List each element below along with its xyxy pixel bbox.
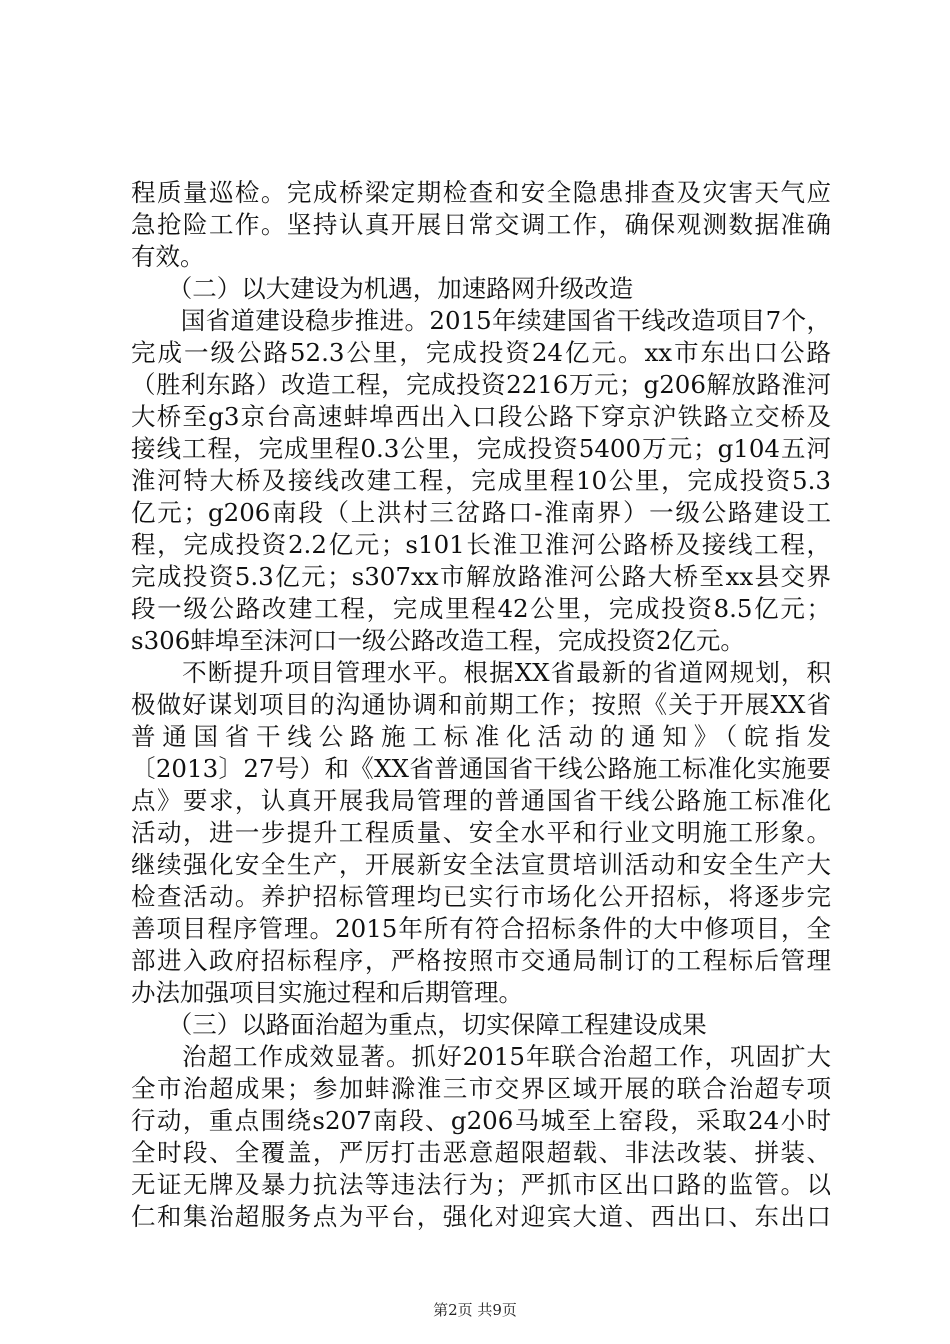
text-line: （胜利东路）改造工程，完成投资2216万元；g206解放路淮河 bbox=[131, 370, 831, 399]
text-line: 亿元；g206南段（上洪村三岔路口-淮南界）一级公路建设工 bbox=[131, 498, 831, 527]
text-line: 行动，重点围绕s207南段、g206马城至上窑段，采取24小时 bbox=[131, 1106, 831, 1135]
section-heading: （二）以大建设为机遇，加速路网升级改造 bbox=[131, 274, 634, 303]
text-line: 有效。 bbox=[131, 242, 205, 271]
section-heading: （三）以路面治超为重点，切实保障工程建设成果 bbox=[131, 1010, 707, 1039]
text-line: 淮河特大桥及接线改建工程，完成里程10公里，完成投资5.3 bbox=[131, 466, 831, 495]
text-line: 全时段、全覆盖，严厉打击恶意超限超载、非法改装、拼装、 bbox=[131, 1138, 831, 1167]
text-line: 普通国省干线公路施工标准化活动的通知》（皖指发 bbox=[131, 722, 831, 751]
text-line: 国省道建设稳步推进。2015年续建国省干线改造项目7个， bbox=[131, 306, 831, 335]
text-line: 大桥至g3京台高速蚌埠西出入口段公路下穿京沪铁路立交桥及 bbox=[131, 402, 831, 431]
text-line: 程，完成投资2.2亿元；s101长淮卫淮河公路桥及接线工程， bbox=[131, 530, 831, 559]
text-line: 治超工作成效显著。抓好2015年联合治超工作，巩固扩大 bbox=[131, 1042, 831, 1071]
text-line: 程质量巡检。完成桥梁定期检查和安全隐患排查及灾害天气应 bbox=[131, 178, 831, 207]
text-line: 极做好谋划项目的沟通协调和前期工作；按照《关于开展XX省 bbox=[131, 690, 831, 719]
text-line: 接线工程，完成里程0.3公里，完成投资5400万元；g104五河 bbox=[131, 434, 831, 463]
text-line: 办法加强项目实施过程和后期管理。 bbox=[131, 978, 523, 1007]
text-line: s306蚌埠至沫河口一级公路改造工程，完成投资2亿元。 bbox=[131, 626, 745, 655]
text-line: 活动，进一步提升工程质量、安全水平和行业文明施工形象。 bbox=[131, 818, 831, 847]
text-line: 无证无牌及暴力抗法等违法行为；严抓市区出口路的监管。以 bbox=[131, 1170, 831, 1199]
text-line: 仁和集治超服务点为平台，强化对迎宾大道、西出口、东出口 bbox=[131, 1202, 831, 1231]
text-line: 急抢险工作。坚持认真开展日常交调工作，确保观测数据准确 bbox=[131, 210, 831, 239]
text-line: 检查活动。养护招标管理均已实行市场化公开招标，将逐步完 bbox=[131, 882, 831, 911]
text-line: 善项目程序管理。2015年所有符合招标条件的大中修项目，全 bbox=[131, 914, 831, 943]
page-number-footer: 第2页 共9页 bbox=[433, 1301, 517, 1319]
text-line: 全市治超成果；参加蚌滁淮三市交界区域开展的联合治超专项 bbox=[131, 1074, 831, 1103]
text-line: 继续强化安全生产，开展新安全法宣贯培训活动和安全生产大 bbox=[131, 850, 831, 879]
text-line: 部进入政府招标程序，严格按照市交通局制订的工程标后管理 bbox=[131, 946, 831, 975]
text-line: 〔2013〕27号）和《XX省普通国省干线公路施工标准化实施要 bbox=[131, 754, 831, 783]
text-line: 完成一级公路52.3公里，完成投资24亿元。xx市东出口公路 bbox=[131, 338, 831, 367]
text-line: 段一级公路改建工程，完成里程42公里，完成投资8.5亿元； bbox=[131, 594, 831, 623]
text-line: 不断提升项目管理水平。根据XX省最新的省道网规划，积 bbox=[131, 658, 831, 687]
text-line: 点》要求，认真开展我局管理的普通国省干线公路施工标准化 bbox=[131, 786, 831, 815]
text-line: 完成投资5.3亿元；s307xx市解放路淮河公路大桥至xx县交界 bbox=[131, 562, 831, 591]
